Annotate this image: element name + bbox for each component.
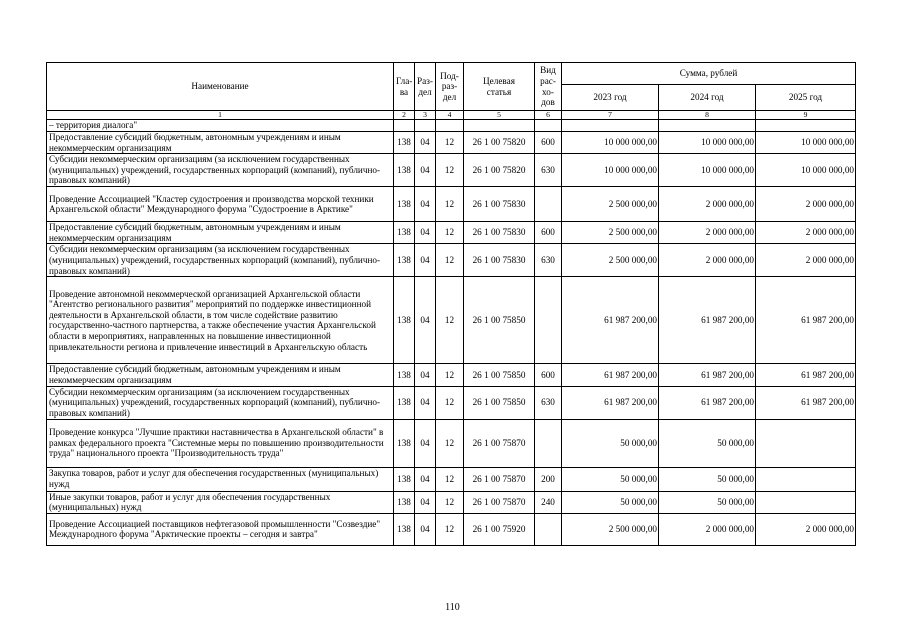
row-podrazdel: 12 xyxy=(436,187,464,222)
row-name: Предоставление субсидий бюджетным, автономным учреждениям и иным некоммерческим организациям xyxy=(47,132,394,154)
row-razdel xyxy=(415,120,436,132)
header-vid-text: Вид рас- хо- дов xyxy=(540,65,556,108)
col-number: 5 xyxy=(464,111,535,120)
row-2025: 2 000 000,00 xyxy=(756,222,856,244)
row-2024: 2 000 000,00 xyxy=(659,187,756,222)
row-razdel: 04 xyxy=(415,491,436,513)
row-glava: 138 xyxy=(394,132,415,154)
row-2024: 2 000 000,00 xyxy=(659,244,756,277)
header-razdel xyxy=(415,63,436,111)
row-2025: 61 987 200,00 xyxy=(756,277,856,364)
row-name: Проведение Ассоциацией поставщиков нефтегазовой промышленности "Созвездие" Международного форума "Арктические проекты – сегодня и завтра" xyxy=(47,513,394,545)
row-podrazdel: 12 xyxy=(436,491,464,513)
header-podrazdel xyxy=(436,63,464,111)
row-razdel: 04 xyxy=(415,244,436,277)
row-2023: 50 000,00 xyxy=(562,467,659,491)
row-name: Предоставление субсидий бюджетным, автономным учреждениям и иным некоммерческим организациям xyxy=(47,222,394,244)
row-name: Иные закупки товаров, работ и услуг для обеспечения государственных (муниципальных) нужд xyxy=(47,491,394,513)
row-vid xyxy=(535,419,562,467)
row-tselevaya: 26 1 00 75830 xyxy=(464,244,535,277)
row-2024: 2 000 000,00 xyxy=(659,222,756,244)
row-2023: 2 500 000,00 xyxy=(562,513,659,545)
row-razdel: 04 xyxy=(415,513,436,545)
row-podrazdel: 12 xyxy=(436,244,464,277)
row-vid: 200 xyxy=(535,467,562,491)
col-number: 1 xyxy=(47,111,394,120)
header-podrazdel-text: Под- раз- дел xyxy=(440,70,459,102)
row-2024: 50 000,00 xyxy=(659,419,756,467)
page-number: 110 xyxy=(445,602,460,613)
row-name: Предоставление субсидий бюджетным, автономным учреждениям и иным некоммерческим организациям xyxy=(47,364,394,386)
table-row xyxy=(47,467,856,491)
row-glava: 138 xyxy=(394,513,415,545)
row-2025 xyxy=(756,491,856,513)
row-2023 xyxy=(562,120,659,132)
row-tselevaya: 26 1 00 75820 xyxy=(464,154,535,187)
row-glava: 138 xyxy=(394,467,415,491)
table-row xyxy=(47,244,856,277)
row-tselevaya: 26 1 00 75830 xyxy=(464,187,535,222)
row-tselevaya: 26 1 00 75850 xyxy=(464,386,535,419)
table-row xyxy=(47,154,856,187)
row-vid: 240 xyxy=(535,491,562,513)
row-podrazdel: 12 xyxy=(436,132,464,154)
row-2023: 50 000,00 xyxy=(562,491,659,513)
row-2023: 2 500 000,00 xyxy=(562,187,659,222)
row-razdel: 04 xyxy=(415,386,436,419)
col-number: 2 xyxy=(394,111,415,120)
row-podrazdel: 12 xyxy=(436,154,464,187)
table-row xyxy=(47,277,856,364)
row-glava: 138 xyxy=(394,386,415,419)
row-podrazdel: 12 xyxy=(436,222,464,244)
row-razdel: 04 xyxy=(415,419,436,467)
row-2024: 61 987 200,00 xyxy=(659,386,756,419)
budget-table xyxy=(46,62,856,546)
header-tselevaya xyxy=(464,63,535,111)
row-vid xyxy=(535,187,562,222)
row-2025: 2 000 000,00 xyxy=(756,513,856,545)
row-vid: 630 xyxy=(535,386,562,419)
col-number: 4 xyxy=(436,111,464,120)
row-glava: 138 xyxy=(394,244,415,277)
row-2024: 61 987 200,00 xyxy=(659,364,756,386)
row-podrazdel: 12 xyxy=(436,419,464,467)
row-2023: 61 987 200,00 xyxy=(562,277,659,364)
row-razdel: 04 xyxy=(415,187,436,222)
row-name: Субсидии некоммерческим организациям (за исключением государственных (муниципальных) учреждений, государственных корпораций (компаний), публично-правовых компаний) xyxy=(47,386,394,419)
row-2024 xyxy=(659,120,756,132)
column-numbers-row xyxy=(47,111,856,120)
col-number: 8 xyxy=(659,111,756,120)
row-name: Субсидии некоммерческим организациям (за исключением государственных (муниципальных) учреждений, государственных корпораций (компаний), публично-правовых компаний) xyxy=(47,154,394,187)
row-razdel: 04 xyxy=(415,277,436,364)
row-tselevaya: 26 1 00 75870 xyxy=(464,419,535,467)
row-2024: 50 000,00 xyxy=(659,491,756,513)
col-number: 7 xyxy=(562,111,659,120)
row-2023: 50 000,00 xyxy=(562,419,659,467)
row-tselevaya: 26 1 00 75850 xyxy=(464,364,535,386)
row-vid: 600 xyxy=(535,364,562,386)
row-tselevaya: 26 1 00 75920 xyxy=(464,513,535,545)
row-2025 xyxy=(756,419,856,467)
row-vid xyxy=(535,120,562,132)
row-2025 xyxy=(756,467,856,491)
table-row xyxy=(47,222,856,244)
header-glava-text: Гла- ва xyxy=(396,75,413,97)
row-2025: 10 000 000,00 xyxy=(756,154,856,187)
col-number: 9 xyxy=(756,111,856,120)
row-podrazdel: 12 xyxy=(436,277,464,364)
row-2025 xyxy=(756,120,856,132)
row-2023: 2 500 000,00 xyxy=(562,222,659,244)
row-name: – территория диалога" xyxy=(47,120,394,132)
header-2023: 2023 год xyxy=(562,85,659,111)
row-2025: 61 987 200,00 xyxy=(756,364,856,386)
row-razdel: 04 xyxy=(415,154,436,187)
row-glava: 138 xyxy=(394,491,415,513)
row-2024: 10 000 000,00 xyxy=(659,132,756,154)
row-name: Проведение Ассоциацией "Кластер судостроения и производства морской техники Архангельской области" Международного форума "Судостроение в Арктике" xyxy=(47,187,394,222)
row-razdel: 04 xyxy=(415,467,436,491)
row-podrazdel: 12 xyxy=(436,364,464,386)
row-tselevaya: 26 1 00 75870 xyxy=(464,467,535,491)
table-row xyxy=(47,132,856,154)
row-2024: 50 000,00 xyxy=(659,467,756,491)
row-2025: 2 000 000,00 xyxy=(756,187,856,222)
col-number: 3 xyxy=(415,111,436,120)
table-row xyxy=(47,491,856,513)
row-podrazdel: 12 xyxy=(436,386,464,419)
row-tselevaya: 26 1 00 75870 xyxy=(464,491,535,513)
row-vid: 630 xyxy=(535,154,562,187)
row-2024: 61 987 200,00 xyxy=(659,277,756,364)
table-row xyxy=(47,187,856,222)
row-glava: 138 xyxy=(394,222,415,244)
row-2024: 10 000 000,00 xyxy=(659,154,756,187)
row-podrazdel: 12 xyxy=(436,513,464,545)
row-razdel: 04 xyxy=(415,132,436,154)
row-2023: 2 500 000,00 xyxy=(562,244,659,277)
header-glava xyxy=(394,63,415,111)
row-glava: 138 xyxy=(394,364,415,386)
row-vid xyxy=(535,277,562,364)
row-razdel: 04 xyxy=(415,364,436,386)
table-body xyxy=(47,120,856,546)
header-2025: 2025 год xyxy=(756,85,856,111)
header-tselevaya-text: Целевая статья xyxy=(483,75,515,97)
row-glava: 138 xyxy=(394,277,415,364)
header-name: Наименование xyxy=(47,63,394,111)
row-glava: 138 xyxy=(394,154,415,187)
row-name: Проведение автономной некоммерческой организацией Архангельской области "Агентство регионального развития" мероприятий по поддержке инвестиционной деятельности в Архангельской области, в том числе содействие развитию государственно-частного партнерства, а также обеспечение участия Архангельской области в мероприятиях, направленных на повышение инвестиционной привлекательности региона и привлечение инвестиций в Архангельскую область xyxy=(47,277,394,364)
row-glava: 138 xyxy=(394,419,415,467)
row-2025: 2 000 000,00 xyxy=(756,244,856,277)
header-vid xyxy=(535,63,562,111)
col-number: 6 xyxy=(535,111,562,120)
row-2025: 61 987 200,00 xyxy=(756,386,856,419)
row-2023: 61 987 200,00 xyxy=(562,364,659,386)
row-tselevaya: 26 1 00 75820 xyxy=(464,132,535,154)
row-2024: 2 000 000,00 xyxy=(659,513,756,545)
row-vid xyxy=(535,513,562,545)
row-vid: 600 xyxy=(535,222,562,244)
header-2024: 2024 год xyxy=(659,85,756,111)
table-header xyxy=(47,63,856,120)
row-podrazdel: 12 xyxy=(436,467,464,491)
row-2023: 61 987 200,00 xyxy=(562,386,659,419)
table-row xyxy=(47,120,856,132)
row-vid: 630 xyxy=(535,244,562,277)
row-tselevaya: 26 1 00 75830 xyxy=(464,222,535,244)
header-summa: Сумма, рублей xyxy=(562,63,856,85)
row-vid: 600 xyxy=(535,132,562,154)
row-name: Закупка товаров, работ и услуг для обеспечения государственных (муниципальных) нужд xyxy=(47,467,394,491)
row-2023: 10 000 000,00 xyxy=(562,132,659,154)
row-glava xyxy=(394,120,415,132)
row-tselevaya xyxy=(464,120,535,132)
table-row xyxy=(47,513,856,545)
row-name: Субсидии некоммерческим организациям (за исключением государственных (муниципальных) учреждений, государственных корпораций (компаний), публично-правовых компаний) xyxy=(47,244,394,277)
row-tselevaya: 26 1 00 75850 xyxy=(464,277,535,364)
row-name: Проведение конкурса "Лучшие практики наставничества в Архангельской области" в рамках федерального проекта "Системные меры по повышению производительности труда" национального проекта "Производительность труда" xyxy=(47,419,394,467)
row-razdel: 04 xyxy=(415,222,436,244)
table-row xyxy=(47,419,856,467)
row-glava: 138 xyxy=(394,187,415,222)
table-row xyxy=(47,386,856,419)
table-row xyxy=(47,364,856,386)
row-2023: 10 000 000,00 xyxy=(562,154,659,187)
row-podrazdel xyxy=(436,120,464,132)
header-razdel-text: Раз- дел xyxy=(417,75,433,97)
row-2025: 10 000 000,00 xyxy=(756,132,856,154)
